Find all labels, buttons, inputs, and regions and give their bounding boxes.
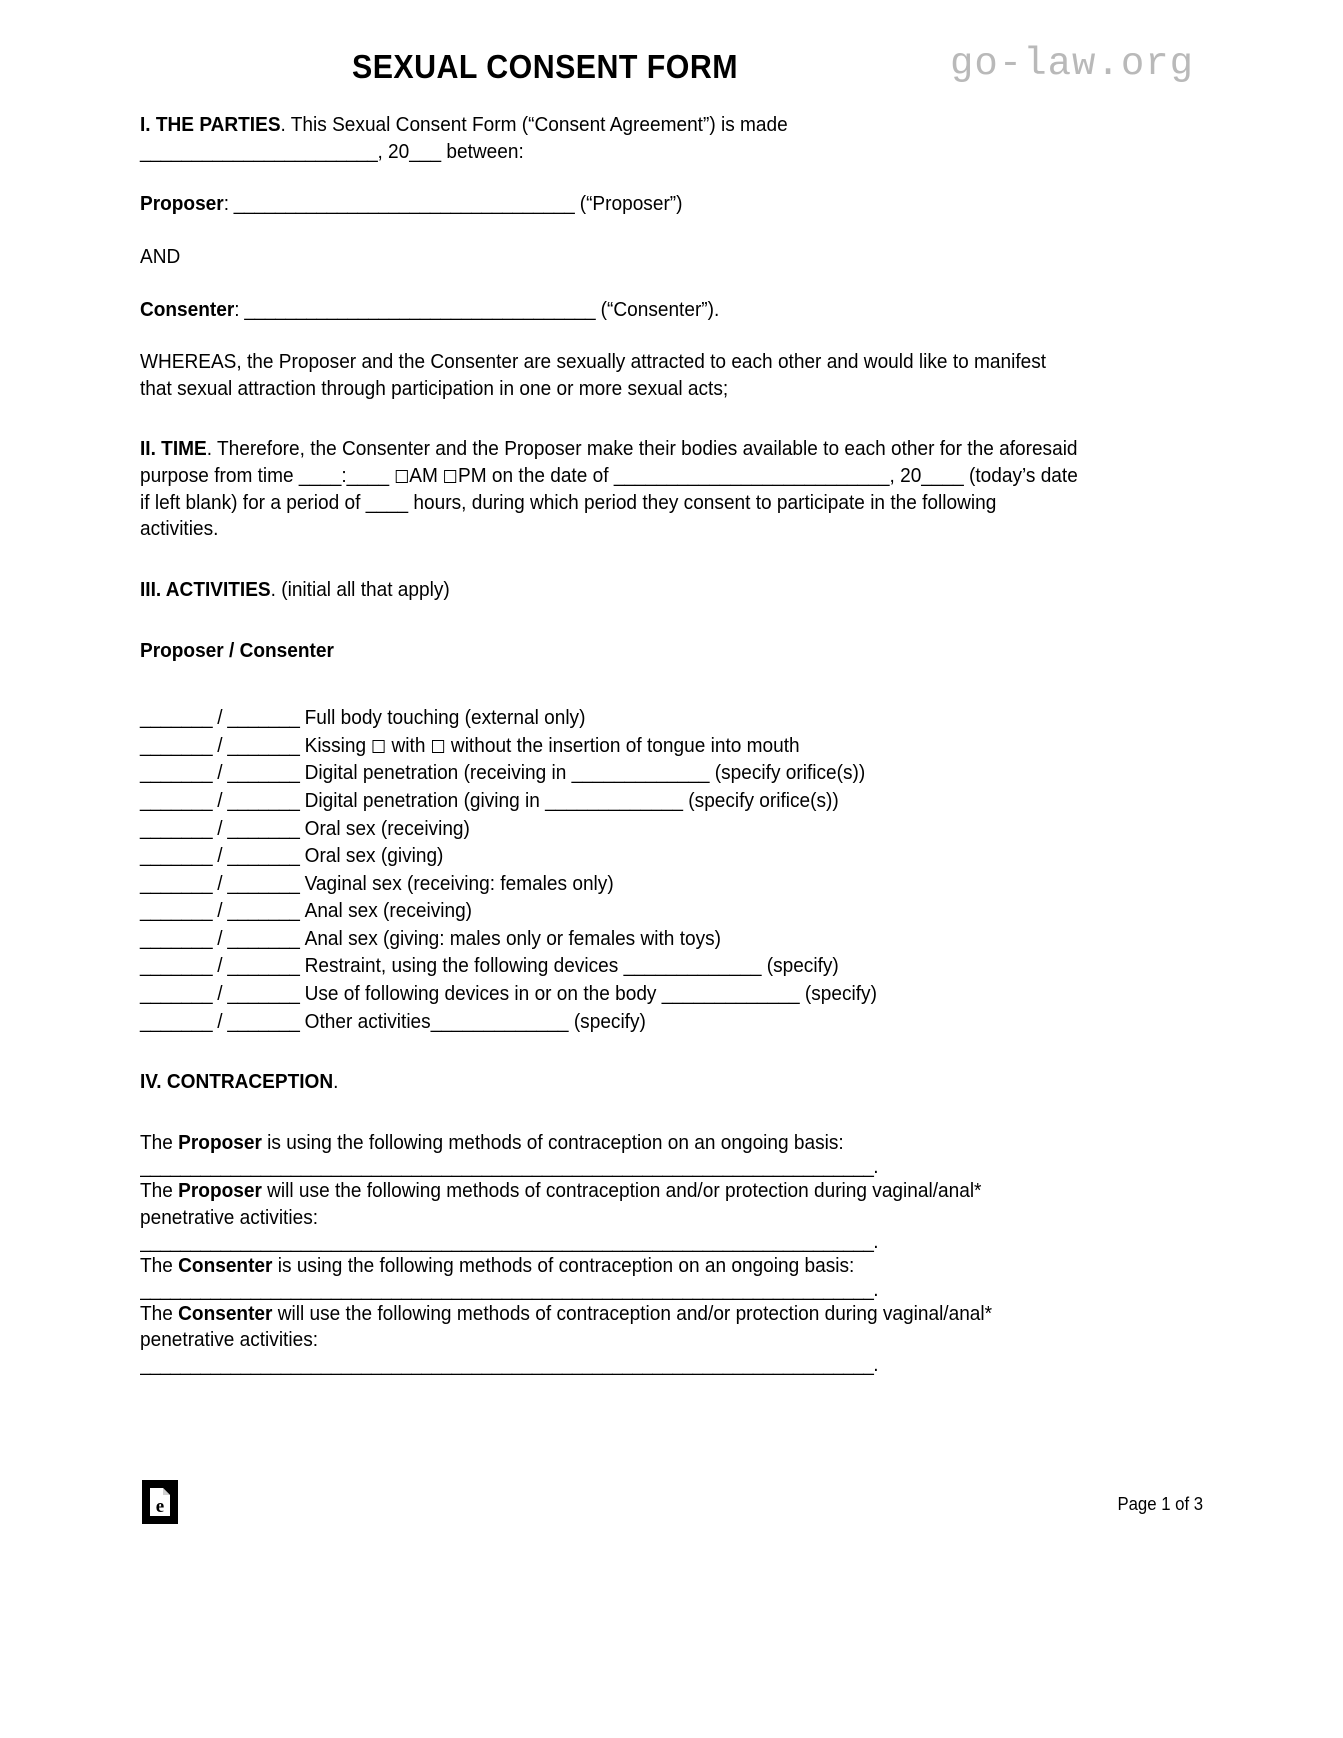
activity-initials-blank[interactable]: _______ / _______ (140, 761, 305, 785)
contraception-party-label: Consenter (178, 1253, 273, 1277)
activity-row (140, 925, 1080, 953)
and-connector: AND (140, 244, 181, 268)
whereas-paragraph: WHEREAS, the Proposer and the Consenter are sexually attracted to each other and would like to manifest that sexual attraction through participation in one or more sexual acts; (140, 350, 1047, 400)
contraception-party-label: Proposer (178, 1130, 262, 1154)
consenter-line (140, 297, 1080, 324)
contraception-statement-text: will use the following methods of contraception and/or protection during vaginal/anal* penetrative activities: (140, 1301, 993, 1352)
proposer-suffix: (“Proposer”) (574, 192, 683, 216)
activity-row (140, 759, 1080, 787)
contraception-statement-prefix: The (140, 1301, 179, 1325)
document-header (140, 0, 1195, 112)
activity-initials-blank[interactable]: _______ / _______ (140, 926, 305, 950)
kissing-with-tongue-checkbox[interactable] (372, 740, 384, 753)
activity-row (140, 870, 1080, 898)
page-number-label: Page 1 of 3 (1117, 1494, 1203, 1514)
activity-label: Anal sex (receiving) (304, 899, 473, 923)
contraception-statement-prefix: The (140, 1253, 179, 1277)
contraception-statement (140, 1301, 1080, 1354)
activity-row (140, 980, 1080, 1008)
contraception-answer-blank[interactable]: _________________________________________________________________________. (140, 1156, 879, 1178)
activity-initials-blank[interactable]: _______ / _______ (140, 844, 305, 868)
agreement-year-text: , 20___ between: (377, 139, 524, 163)
contraception-statement-text: is using the following methods of contraception on an ongoing basis: (261, 1130, 844, 1154)
section-time-paragraph (140, 436, 1080, 543)
activity-row (140, 1008, 1080, 1036)
activity-row (140, 897, 1080, 925)
activity-initials-blank[interactable]: _______ / _______ (140, 816, 305, 840)
activity-initials-blank[interactable]: _______ / _______ (140, 706, 305, 730)
activity-label: Kissing (304, 733, 372, 757)
activity-label: Use of following devices in or on the body _____________ (specify) (304, 981, 877, 1005)
am-checkbox[interactable] (395, 470, 407, 483)
contraception-statement-prefix: The (140, 1130, 179, 1154)
pm-checkbox[interactable] (444, 470, 456, 483)
section-1-intro-text: . This Sexual Consent Form (“Consent Agreement”) is made (280, 113, 788, 136)
svg-text:e: e (155, 1496, 165, 1517)
consenter-name-blank[interactable]: : __________________________________ (234, 297, 596, 321)
section-activities-heading-row (140, 577, 1080, 604)
contraception-statement (140, 1130, 1080, 1157)
contraception-party-label: Proposer (178, 1178, 262, 1202)
activity-label: Restraint, using the following devices _____________ (specify) (304, 954, 839, 978)
activity-initials-blank[interactable]: _______ / _______ (140, 733, 305, 757)
activity-label-mid: with (386, 733, 431, 757)
activity-row (140, 952, 1080, 980)
section-2-text-b: on the date of __________________________, 20____ (today’s date if left blank) for a period of ____ hours, during which period they consent to participate in the following activities. (140, 464, 1078, 541)
activity-label: Oral sex (giving) (304, 844, 444, 868)
activity-label: Digital penetration (receiving in _____________ (specify orifice(s)) (304, 761, 866, 785)
activity-row (140, 842, 1080, 870)
watermark-logo-text: go-law.org (950, 42, 1195, 86)
contraception-block (140, 1130, 1080, 1376)
activity-row (140, 704, 1080, 732)
section-contraception-heading-row (140, 1069, 1080, 1096)
document-body (140, 0, 1195, 1376)
section-3-heading-suffix: . (initial all that apply) (270, 578, 450, 602)
activity-label: Digital penetration (giving in _____________ (specify orifice(s)) (304, 789, 839, 813)
section-1-heading: I. THE PARTIES (140, 113, 281, 136)
page-title: SEXUAL CONSENT FORM (351, 48, 739, 85)
section-2-text-a: . Therefore, the Consenter and the Proposer make their bodies available to each other for the aforesaid purpose from time ____:____ (140, 437, 1078, 488)
contraception-statement-prefix: The (140, 1178, 179, 1202)
am-label: AM (409, 464, 438, 488)
activities-list (140, 704, 1080, 1035)
contraception-party-label: Consenter (178, 1301, 273, 1325)
contraception-statement (140, 1178, 1080, 1231)
contraception-answer-blank[interactable]: _________________________________________________________________________. (140, 1279, 879, 1301)
activity-initials-blank[interactable]: _______ / _______ (140, 954, 305, 978)
consenter-label: Consenter (140, 297, 235, 321)
eforms-logo-icon (142, 1480, 178, 1524)
activity-initials-blank[interactable]: _______ / _______ (140, 1009, 305, 1033)
activity-label-post: without the insertion of tongue into mouth (445, 733, 800, 757)
contraception-answer-blank[interactable]: _________________________________________________________________________. (140, 1354, 879, 1376)
pm-label: PM (458, 464, 487, 488)
section-the-parties-intro (140, 112, 1080, 165)
proposer-name-blank[interactable]: : _________________________________ (223, 192, 575, 216)
activity-label: Anal sex (giving: males only or females with toys) (304, 926, 722, 950)
activity-label: Oral sex (receiving) (304, 816, 470, 840)
document-footer (140, 1480, 1203, 1526)
proposer-line (140, 191, 1080, 218)
agreement-date-blank[interactable]: _______________________ (140, 139, 378, 163)
activity-row (140, 787, 1080, 815)
contraception-statement (140, 1253, 1080, 1280)
contraception-statement-text: is using the following methods of contraception on an ongoing basis: (272, 1253, 855, 1277)
activity-label: Other activities_____________ (specify) (304, 1009, 646, 1033)
contraception-answer-blank[interactable]: _________________________________________________________________________. (140, 1231, 879, 1253)
section-2-heading: II. TIME (140, 437, 207, 461)
proposer-label: Proposer (140, 192, 224, 216)
activity-label: Vaginal sex (receiving: females only) (304, 871, 614, 895)
section-3-heading: III. ACTIVITIES (140, 578, 271, 602)
activity-row (140, 732, 1080, 760)
activity-initials-blank[interactable]: _______ / _______ (140, 871, 305, 895)
consenter-suffix: (“Consenter”). (595, 297, 720, 321)
section-4-heading-suffix: . (333, 1070, 339, 1094)
contraception-statement-text: will use the following methods of contraception and/or protection during vaginal/anal* penetrative activities: (140, 1178, 982, 1229)
activity-label: Full body touching (external only) (304, 706, 586, 730)
activities-columns-label (140, 638, 1080, 665)
activities-columns-label-text: Proposer / Consenter (140, 638, 334, 662)
activity-row (140, 815, 1080, 843)
activity-initials-blank[interactable]: _______ / _______ (140, 899, 305, 923)
kissing-without-tongue-checkbox[interactable] (432, 740, 444, 753)
activity-initials-blank[interactable]: _______ / _______ (140, 981, 305, 1005)
activity-initials-blank[interactable]: _______ / _______ (140, 789, 305, 813)
section-4-heading: IV. CONTRACEPTION (140, 1070, 334, 1094)
